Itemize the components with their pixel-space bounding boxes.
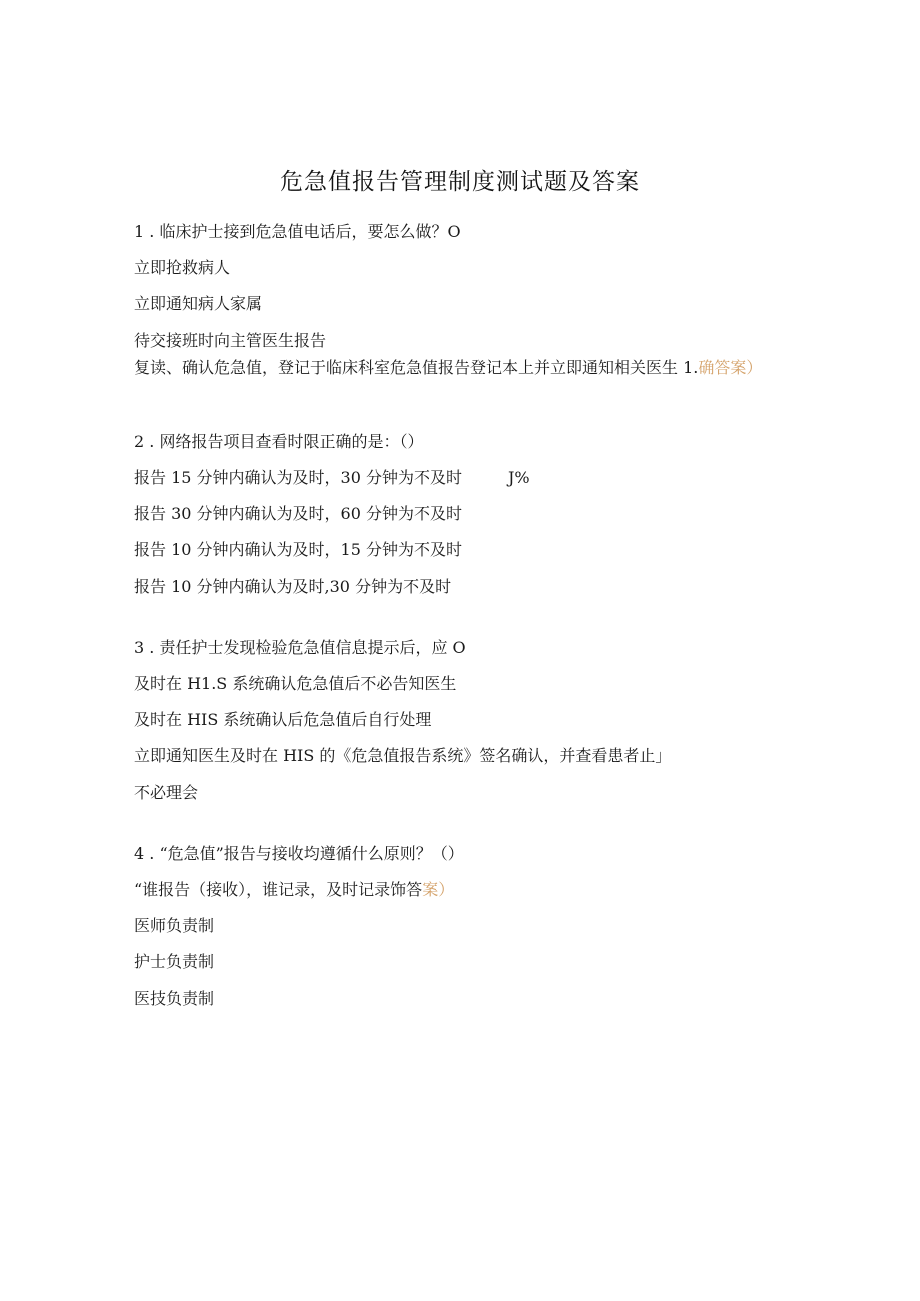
question-1-option-c: 待交接班时向主管医生报告 [134,331,327,350]
question-2-option-a [134,468,530,488]
question-2-stem: 2 . 网络报告项目查看时限正确的是：（） [134,432,424,451]
question-3-option-c: 立即通知医生及时在 HIS 的《危急值报告系统》签名确认，并查看患者止」 [134,746,672,765]
document-title: 危急值报告管理制度测试题及答案 [280,169,640,195]
question-2-option-d: 报告 10 分钟内确认为及时,30 分钟为不及时 [134,577,452,596]
question-1-answer-mark: 确答案） [698,358,763,377]
question-1-answer-text: 复读、确认危急值，登记于临床科室危急值报告登记本上并立即通知相关医生 1. [134,358,699,377]
question-2-option-a-text: 报告 15 分钟内确认为及时，30 分钟为不及时 [134,468,462,487]
question-2-option-c: 报告 10 分钟内确认为及时，15 分钟为不及时 [134,540,462,559]
question-3-stem: 3 . 责任护士发现检验危急值信息提示后，应 O [134,638,466,657]
question-1-option-b: 立即通知病人家属 [134,294,263,313]
question-2-option-b: 报告 30 分钟内确认为及时，60 分钟为不及时 [134,504,462,523]
question-4-option-d: 医技负责制 [134,989,215,1008]
question-4-answer-mark: 案） [422,880,455,899]
question-4-option-b: 医师负责制 [134,916,215,935]
question-3-option-a: 及时在 H1.S 系统确认危急值后不必告知医生 [134,674,457,693]
question-4-answer-text: “谁报告（接收），谁记录，及时记录饰答 [134,880,423,899]
question-3-option-b: 及时在 HIS 系统确认后危急值后自行处理 [134,710,432,729]
question-1-option-d [134,358,774,378]
question-2-option-a-mark: J% [507,468,530,487]
question-1-stem: 1 . 临床护士接到危急值电话后，要怎么做？O [134,222,461,241]
question-4-stem: 4 . “危急值”报告与接收均遵循什么原则？（） [134,844,464,863]
question-4-option-a [134,880,454,900]
question-4-option-c: 护士负责制 [134,952,215,971]
question-1-option-a: 立即抢救病人 [134,258,231,277]
question-3-option-d: 不必理会 [134,783,199,802]
